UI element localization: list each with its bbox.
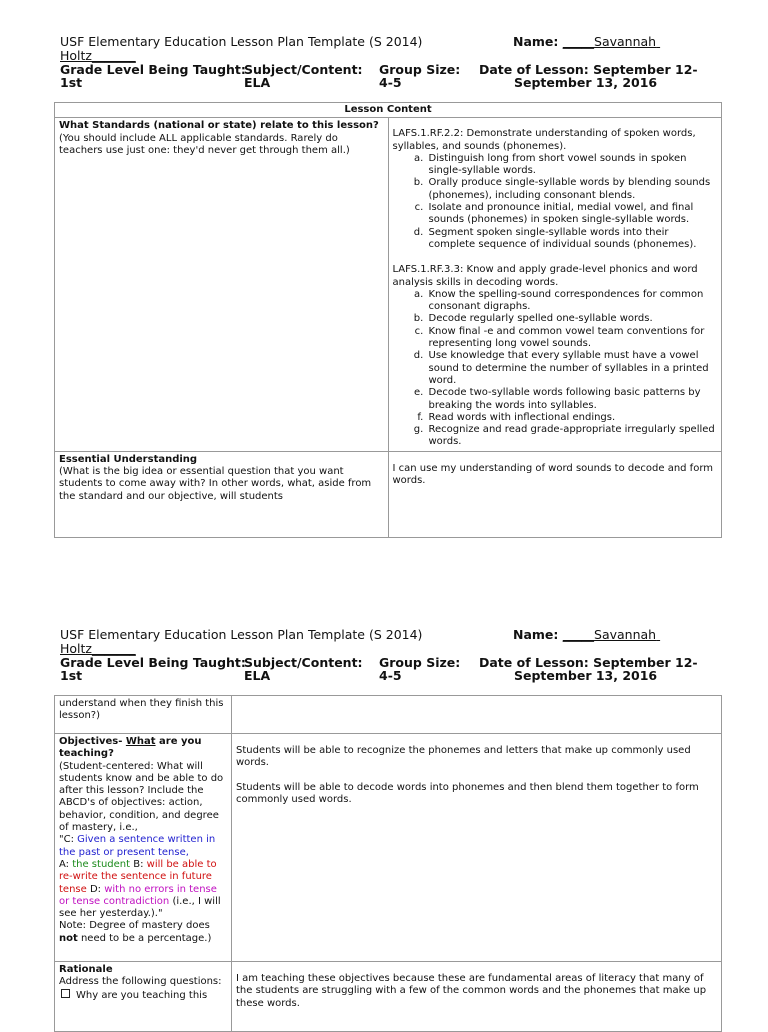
list-item: a. Distinguish long from short vowel sounds in spoken single-syllable words. <box>427 153 718 178</box>
standard-1-intro: LAFS.1.RF.2.2: Demonstrate understanding of spoken words, syllables, and sounds (phonemes). <box>392 128 696 152</box>
section-title: Lesson Content <box>55 103 722 118</box>
page2-header: USF Elementary Education Lesson Plan Template (S 2014) Name: _____Savannah Holtz_______ Grade Level Being Taught: 1st Subject/Content: ELA Group Size: 4-5 Date of Lesson: September 12- September 13, 2016 <box>60 627 698 683</box>
standards-value <box>388 118 722 451</box>
essential-understanding-value: I can use my understanding of word sounds to decode and form words. <box>388 451 722 537</box>
list-item: c. Know final -e and common vowel team conventions for representing long vowel sounds. <box>427 326 718 351</box>
list-item: d. Segment spoken single-syllable words into their complete sequence of individual sounds (phonemes). <box>427 227 718 252</box>
grade-level: Grade Level Being Taught: 1st <box>60 62 246 90</box>
objective-2: Students will be able to decode words into phonemes and then blend them together to form commonly used words. <box>236 781 699 805</box>
template-title: USF Elementary Education Lesson Plan Template (S 2014) <box>60 34 423 49</box>
essential-understanding-value-continued <box>232 696 722 734</box>
name-continued: Holtz <box>60 48 92 63</box>
checkbox-icon <box>61 989 70 998</box>
lesson-date: Date of Lesson: September 12- September 13, 2016 <box>479 62 698 90</box>
lesson-content-table-page2 <box>54 695 722 1032</box>
list-item: d. Use knowledge that every syllable must have a vowel sound to determine the number of syllables in a printed word. <box>427 350 718 387</box>
rationale-value: I am teaching these objectives because these are fundamental areas of literacy that many of the students are struggling with a few of the common words and the phonemes that make up these words. <box>232 962 722 1032</box>
standard-2-intro: LAFS.1.RF.3.3: Know and apply grade-level phonics and word analysis skills in decoding words. <box>392 264 698 288</box>
objectives-value <box>232 734 722 962</box>
standard-2-list <box>393 289 718 449</box>
objectives-label: Objectives- What are you teaching? (Student-centered: What will students know and be able to do after this lesson? Include the ABCD's of objectives: action, behavior, condition, and degree of mastery, i.e., "C: Given a sentence written in the past or present tense, A: the student B: will be able to re-write the sentence in future tense D: with no errors in tense or tense contradiction (i.e., I will see her yesterday.)." Note: Degree of mastery does not need to be a percentage.) <box>55 734 232 962</box>
name-field: Name: _____Savannah <box>513 34 657 49</box>
list-item: a. Know the spelling-sound correspondences for common consonant digraphs. <box>427 289 718 314</box>
page1-header: USF Elementary Education Lesson Plan Template (S 2014) Name: _____Savannah Holtz_______ Grade Level Being Taught: 1st Subject/Content: ELA Group Size: 4-5 Date of Lesson: September 12- September 13, 2016 <box>60 34 698 90</box>
essential-understanding-label: Essential Understanding (What is the big idea or essential question that you want students to come away with? In other words, what, aside from the standard and our objective, will students <box>55 451 389 537</box>
lesson-content-table-page1 <box>54 102 722 538</box>
essential-understanding-continued: understand when they finish this lesson?) <box>55 696 232 734</box>
standards-label: What Standards (national or state) relate to this lesson? (You should include ALL applicable standards. Rarely do teachers use just one: they'd never get through them all.) <box>55 118 389 451</box>
list-item: b. Decode regularly spelled one-syllable words. <box>427 313 718 325</box>
objective-1: Students will be able to recognize the phonemes and letters that make up commonly used words. <box>236 745 691 769</box>
list-item: b. Orally produce single-syllable words by blending sounds (phonemes), including consonant blends. <box>427 177 718 202</box>
list-item: g. Recognize and read grade-appropriate irregularly spelled words. <box>427 424 718 449</box>
standard-1-list <box>393 153 718 251</box>
list-item: e. Decode two-syllable words following basic patterns by breaking the words into syllables. <box>427 387 718 412</box>
rationale-label: Rationale Address the following questions: Why are you teaching this <box>55 962 232 1032</box>
group-size: Group Size: 4-5 <box>379 62 461 90</box>
subject: Subject/Content: ELA <box>244 62 363 90</box>
list-item: c. Isolate and pronounce initial, medial vowel, and final sounds (phonemes) in spoken single-syllable words. <box>427 202 718 227</box>
list-item: f. Read words with inflectional endings. <box>427 412 718 424</box>
